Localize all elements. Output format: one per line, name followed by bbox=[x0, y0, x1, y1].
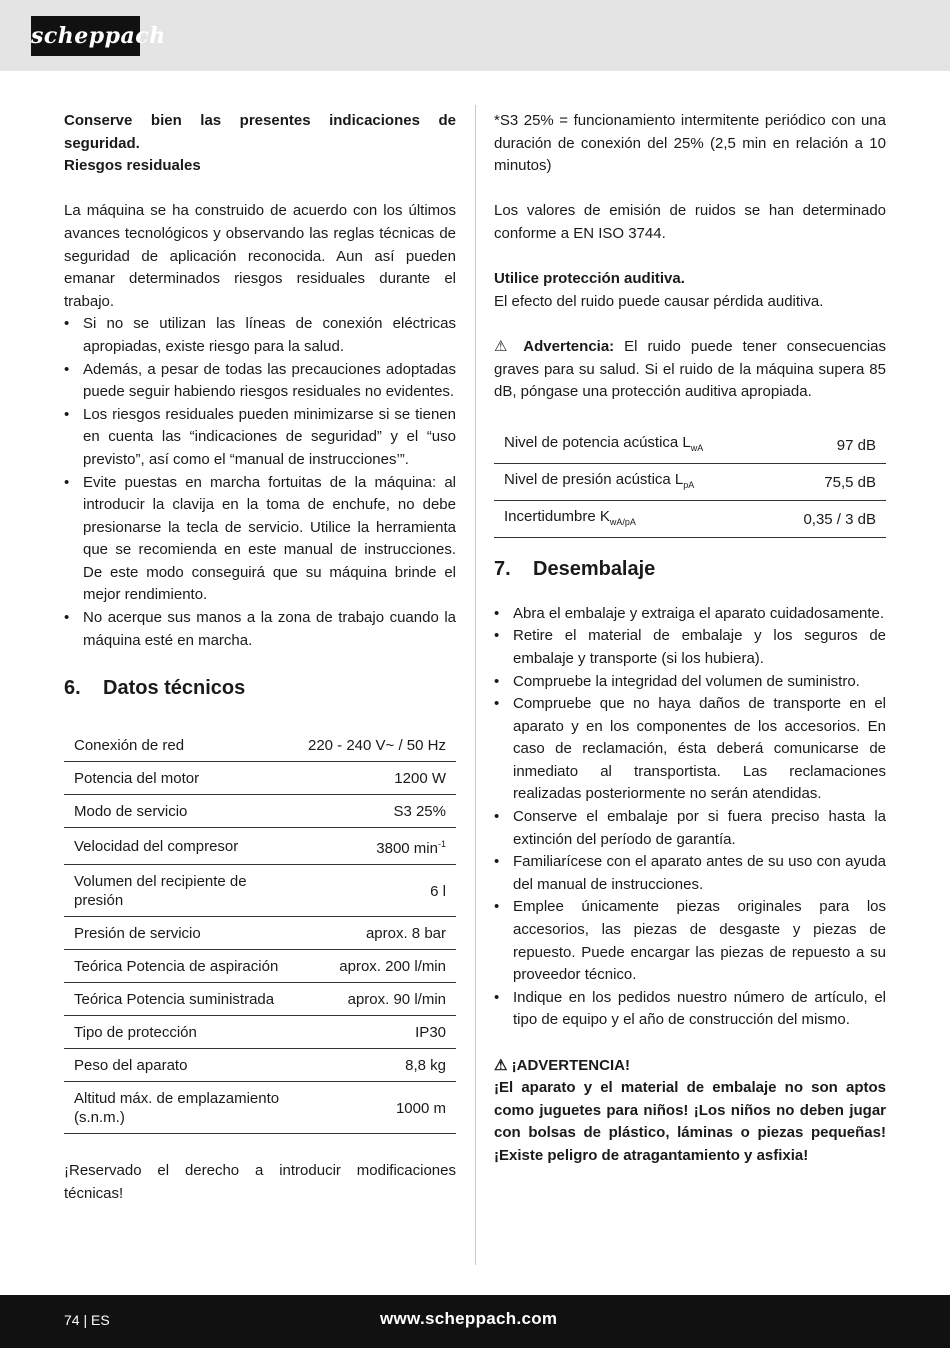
keep-instructions-text: Conserve bien las presentes indicaciones de seguridad. bbox=[64, 112, 456, 152]
tech-specs-table bbox=[64, 729, 456, 1134]
warning-triangle-icon: ⚠ bbox=[494, 337, 514, 355]
spec-value: aprox. 8 bar bbox=[298, 917, 456, 950]
hearing-protection-heading: Utilice protección auditiva. bbox=[494, 270, 685, 288]
warning-text: El ruido puede tener consecuencias graves para su salud. Si el ruido de la máquina supera 85 dB, póngase una protección auditiva apropiada. bbox=[494, 337, 886, 401]
noise-label bbox=[494, 500, 770, 537]
spec-value: aprox. 90 l/min bbox=[298, 983, 456, 1016]
residual-risks-text: La máquina se ha construido de acuerdo con los últimos avances tecnológicos y observando las reglas técnicas de seguridad de aplicación reconocida. Aun así pueden emanar determinados riesgos residuales durante el trabajo. bbox=[64, 202, 456, 310]
table-row bbox=[494, 427, 886, 464]
s3-note: *S3 25% = funcionamiento intermitente periódico con una duración de conexión del 25% (2,5 min en relación a 10 minutos) bbox=[494, 112, 886, 175]
residual-risks-heading: Riesgos residuales bbox=[64, 157, 201, 175]
spec-label: Teórica Potencia suministrada bbox=[64, 983, 298, 1016]
reserved-rights-text: ¡Reservado el derecho a introducir modificaciones técnicas! bbox=[64, 1162, 456, 1202]
brand-logo: scheppach bbox=[31, 16, 140, 56]
final-warning-heading bbox=[494, 1055, 886, 1078]
noise-value: 97 dB bbox=[770, 427, 886, 464]
table-row bbox=[64, 983, 456, 1016]
right-column bbox=[494, 110, 886, 1168]
list-item: • Si no se utilizan las líneas de conexión eléctricas apropiadas, existe riesgo para la salud. bbox=[64, 313, 456, 358]
language-code: ES bbox=[91, 1312, 110, 1328]
table-row bbox=[494, 463, 886, 500]
table-row bbox=[64, 828, 456, 865]
section-title: Desembalaje bbox=[533, 557, 656, 580]
spec-label: Potencia del motor bbox=[64, 762, 298, 795]
spec-value: 1000 m bbox=[298, 1082, 456, 1134]
table-row bbox=[64, 1082, 456, 1134]
table-row bbox=[64, 762, 456, 795]
table-row bbox=[64, 1049, 456, 1082]
spec-value: 6 l bbox=[298, 865, 456, 917]
noise-value: 0,35 / 3 dB bbox=[770, 500, 886, 537]
table-row bbox=[64, 729, 456, 762]
spec-label: Velocidad del compresor bbox=[64, 828, 298, 865]
list-item: • No acerque sus manos a la zona de trabajo cuando la máquina esté en marcha. bbox=[64, 607, 456, 652]
spec-label: Tipo de protección bbox=[64, 1016, 298, 1049]
spec-label: Modo de servicio bbox=[64, 795, 298, 828]
noise-label-text: Incertidumbre K bbox=[504, 507, 610, 525]
spec-value: IP30 bbox=[298, 1016, 456, 1049]
noise-warning bbox=[494, 336, 886, 404]
column-divider bbox=[475, 105, 476, 1265]
spec-label: Conexión de red bbox=[64, 729, 298, 762]
noise-values-text: Los valores de emisión de ruidos se han determinado conforme a EN ISO 3744. bbox=[494, 202, 886, 242]
final-warning-title: ¡ADVERTENCIA! bbox=[511, 1056, 630, 1074]
section-number: 7. bbox=[494, 557, 511, 580]
noise-subscript: pA bbox=[683, 479, 695, 490]
website-url: www.scheppach.com bbox=[380, 1309, 558, 1328]
list-item: • Retire el material de embalaje y los seguros de embalaje y transporte (si los hubiera). bbox=[494, 625, 886, 670]
spec-value: 8,8 kg bbox=[298, 1049, 456, 1082]
page-number: 74 | ES bbox=[64, 1312, 110, 1328]
spec-unit-exponent: -1 bbox=[437, 839, 446, 850]
noise-subscript: wA/pA bbox=[609, 516, 636, 527]
table-row bbox=[64, 917, 456, 950]
list-item: • Emplee únicamente piezas originales para los accesorios, las piezas de desgaste y piezas de repuesto. Puede encargar las piezas de repuesto a su proveedor técnico. bbox=[494, 896, 886, 986]
warning-triangle-icon: ⚠ bbox=[494, 1056, 508, 1074]
table-row bbox=[64, 1016, 456, 1049]
table-row bbox=[64, 950, 456, 983]
hearing-protection-text: El efecto del ruido puede causar pérdida auditiva. bbox=[494, 292, 824, 310]
noise-label-text: Nivel de presión acústica L bbox=[504, 470, 684, 488]
list-item: • Indique en los pedidos nuestro número de artículo, el tipo de equipo y el año de construcción del mismo. bbox=[494, 987, 886, 1032]
residual-risks-list bbox=[64, 313, 456, 652]
spec-value: S3 25% bbox=[298, 795, 456, 828]
table-row bbox=[64, 795, 456, 828]
warning-label: Advertencia: bbox=[523, 337, 615, 355]
spec-label: Peso del aparato bbox=[64, 1049, 298, 1082]
noise-subscript: wA bbox=[690, 442, 704, 453]
section-6-heading bbox=[64, 674, 456, 702]
section-number: 6. bbox=[64, 677, 81, 700]
list-item: • Los riesgos residuales pueden minimizarse si se tienen en cuenta las “indicaciones de seguridad” y el “uso previsto”, así como el “manual de instrucciones’”. bbox=[64, 404, 456, 472]
noise-label bbox=[494, 427, 770, 464]
unpacking-list bbox=[494, 603, 886, 1032]
noise-label-text: Nivel de potencia acústica L bbox=[504, 433, 691, 451]
spec-label: Volumen del recipiente de presión bbox=[64, 865, 298, 917]
spec-value-text: 3800 min bbox=[376, 840, 438, 858]
list-item: • Conserve el embalaje por si fuera preciso hasta la extinción del período de garantía. bbox=[494, 806, 886, 851]
spec-value: aprox. 200 l/min bbox=[298, 950, 456, 983]
noise-label bbox=[494, 463, 770, 500]
noise-table bbox=[494, 427, 886, 538]
list-item: • Además, a pesar de todas las precauciones adoptadas puede seguir habiendo riesgos residuales no evidentes. bbox=[64, 359, 456, 404]
spec-label: Altitud máx. de emplazamiento (s.n.m.) bbox=[64, 1082, 298, 1134]
left-column bbox=[64, 110, 456, 1205]
header-bar bbox=[0, 0, 950, 71]
list-item: • Evite puestas en marcha fortuitas de la máquina: al introducir la clavija en la toma de enchufe, no debe presionarse la tecla de servicio. Utilice la herramienta que se recomienda en este manual de instrucciones. De este modo conseguirá que su máquina brinde el mejor rendimiento. bbox=[64, 472, 456, 608]
spec-value: 1200 W bbox=[298, 762, 456, 795]
footer-bar bbox=[0, 1295, 950, 1348]
final-warning-text: ¡El aparato y el material de embalaje no son aptos como juguetes para niños! ¡Los niños no deben jugar con bolsas de plástico, láminas o piezas pequeñas! ¡Existe peligro de atragantamiento y asfixia! bbox=[494, 1079, 886, 1164]
spec-value bbox=[298, 828, 456, 865]
spec-value: 220 - 240 V~ / 50 Hz bbox=[298, 729, 456, 762]
list-item: • Compruebe la integridad del volumen de suministro. bbox=[494, 671, 886, 694]
noise-value: 75,5 dB bbox=[770, 463, 886, 500]
list-item: • Abra el embalaje y extraiga el aparato cuidadosamente. bbox=[494, 603, 886, 626]
list-item: • Compruebe que no haya daños de transporte en el aparato y en los componentes de los accesorios. En caso de reclamación, ésta deberá comunicarse de inmediato al transportista. Las reclamaciones realizadas posteriormente no serán atendidas. bbox=[494, 693, 886, 806]
spec-label: Teórica Potencia de aspiración bbox=[64, 950, 298, 983]
section-7-heading bbox=[494, 555, 886, 583]
spec-label: Presión de servicio bbox=[64, 917, 298, 950]
table-row bbox=[494, 500, 886, 537]
page-number-value: 74 bbox=[64, 1312, 80, 1328]
table-row bbox=[64, 865, 456, 917]
list-item: • Familiarícese con el aparato antes de su uso con ayuda del manual de instrucciones. bbox=[494, 851, 886, 896]
section-title: Datos técnicos bbox=[103, 677, 246, 700]
